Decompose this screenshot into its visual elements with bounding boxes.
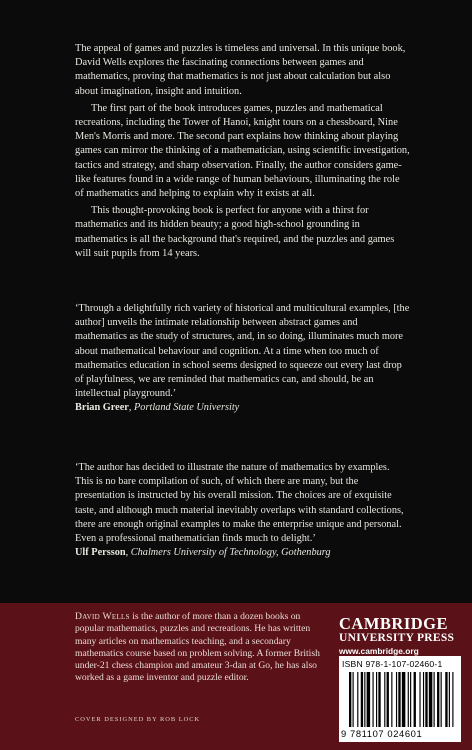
barcode-bar (441, 672, 442, 727)
reviewer-name: Ulf Persson (75, 547, 126, 559)
review-attribution: Brian Greer, Portland State University (75, 402, 240, 414)
review-quote-1 (75, 302, 410, 416)
author-bio-text: is the author of more than a dozen books on popular mathematics, puzzles and recreations. He has written many articles on mathematics teaching, and a secondary mathematics course based on problem solving. A former British under-21 chess champion and amateur 3-dan at Go, he has also worked as a game inventor and puzzle editor. (75, 611, 320, 684)
description-paragraph-2: The first part of the book introduces games, puzzles and mathematical recreations, including the Tower of Hanoi, knight tours on a chessboard, Nine Men's Morris and more. The second part explains how thinking about playing games can mirror the thinking of a mathematician, using scientific investigation, tactics and strategy, and sharp observation. Finally, the author considers game-like features found in a wide range of human behaviours, illuminating the role of mathematics and helping to explain why it exists at all. (75, 102, 410, 200)
barcode-bar (449, 672, 450, 727)
barcode-bar (378, 672, 380, 727)
description-paragraph-1: The appeal of games and puzzles is timeless and universal. In this unique book, David Wells explores the fascinating connections between games and mathematics, proving that mathematics is not just about calculation but also about imagination, insight and intuition. (75, 43, 406, 97)
barcode-bar (402, 672, 406, 727)
barcode-bar (384, 672, 385, 727)
back-cover-footer (0, 603, 472, 750)
book-description (75, 42, 410, 264)
barcode-bar (372, 672, 373, 727)
author-bio (75, 611, 325, 685)
barcode-bar (408, 672, 409, 727)
reviewer-affiliation: Portland State University (134, 402, 240, 414)
barcode-bar (419, 672, 420, 727)
barcode-bar (357, 672, 358, 727)
cover-credit: COVER DESIGNED BY ROB LOCK (75, 716, 201, 723)
reviewer-name: Brian Greer (75, 402, 129, 414)
barcode-bar (437, 672, 439, 727)
barcode-bar (410, 672, 411, 727)
barcode-bar (414, 672, 416, 727)
barcode-bar (387, 672, 389, 727)
review-attribution: Ulf Persson, Chalmers University of Technology, Gothenburg (75, 547, 331, 559)
barcode-bar (353, 672, 354, 727)
barcode-bar (423, 672, 424, 727)
barcode-bars (349, 672, 457, 732)
isbn-label: ISBN 978-1-107-02460-1 (342, 659, 443, 669)
barcode-bar (364, 672, 365, 727)
description-paragraph-3: This thought-provoking book is perfect for anyone with a thirst for mathematics and its hidden beauty; a good high-school grounding in mathematics is all the background that's required, and the puzzles and games will suit pupils from 14 years. (75, 205, 395, 259)
barcode-bar (396, 672, 397, 727)
barcode-bar (376, 672, 377, 727)
barcode-bar (361, 672, 363, 727)
barcode-bar (367, 672, 371, 727)
barcode-bar (452, 672, 453, 727)
publisher-name: CAMBRIDGE (339, 614, 449, 633)
barcode-bar (445, 672, 447, 727)
reviewer-affiliation: Chalmers University of Technology, Gothenburg (130, 547, 331, 559)
barcode-bar (429, 672, 433, 727)
barcode-bar (425, 672, 427, 727)
review-text: ‘Through a delightfully rich variety of historical and multicultural examples, [the author] unveils the intimate relationship between abstract games and mathematics as the study of structures, and, in so doing, illuminates much more about mathematical behaviour and cognition. At a time when too much of mathematics education in school seems designed to squeeze out every last drop of playfulness, we are reminded that mathematics can, and should, be an intellectual playground.’ (75, 303, 410, 400)
barcode-bar (398, 672, 400, 727)
barcode-bar (391, 672, 392, 727)
barcode-digits: 9 781107 024601 (341, 728, 423, 739)
publisher-press: UNIVERSITY PRESS (339, 632, 455, 644)
barcode-bar (349, 672, 351, 727)
review-quote-2 (75, 461, 410, 560)
review-text: ‘The author has decided to illustrate the nature of mathematics by examples. This is no bare compilation of such, of which there are many, but the presentation is instructed by his overall mission. The choices are of exquisite taste, and although much material inevitably overlaps with standard collections, there are enough original examples to make the enterprise unique and personal. Even a professional mathematician finds much to delight.’ (75, 462, 404, 545)
barcode (339, 656, 461, 742)
author-name: David Wells (75, 611, 130, 622)
publisher-url: www.cambridge.org (339, 646, 419, 656)
publisher-logo (339, 615, 459, 656)
barcode-bar (434, 672, 435, 727)
